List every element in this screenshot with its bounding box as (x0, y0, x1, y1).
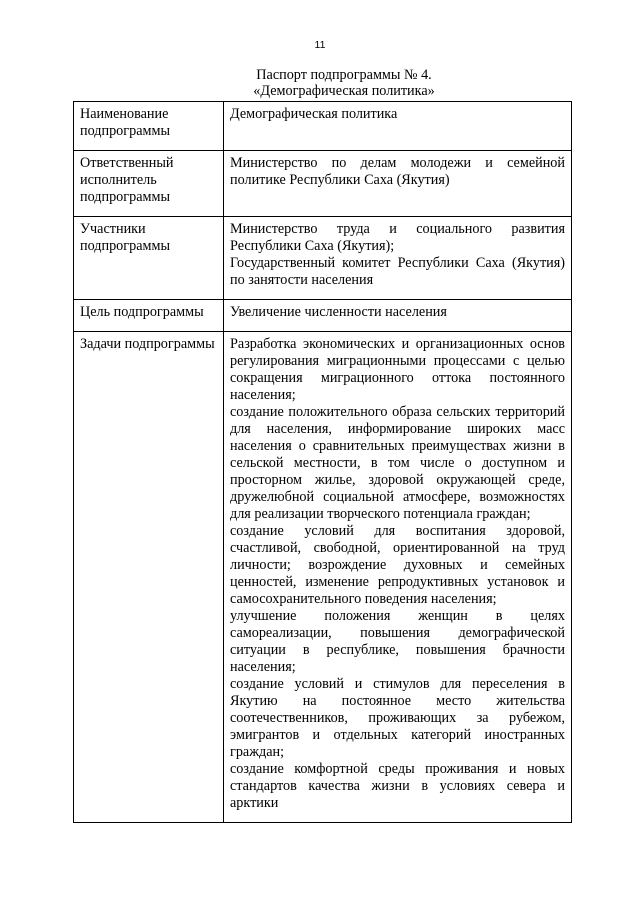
value-paragraph: Министерство труда и социального развития Республики Саха (Якутия); (230, 221, 565, 254)
row-label: Наименование подпрограммы (74, 102, 224, 151)
passport-table (73, 101, 572, 823)
table-row-tasks (74, 332, 572, 823)
row-value (224, 102, 572, 151)
page-number: 11 (314, 39, 326, 51)
row-value (224, 300, 572, 332)
row-value (224, 332, 572, 823)
row-label: Цель подпрограммы (74, 300, 224, 332)
value-paragraph: Демографическая политика (230, 106, 398, 122)
table-row-executor (74, 151, 572, 217)
value-paragraph: Государственный комитет Республики Саха (Якутия) по занятости населения (230, 255, 565, 288)
value-paragraph: создание положительного образа сельских территорий для населения, информирование широких масс населения о сравнительных преимуществах жизни в сельской местности, в том числе о доступном и просторном жилье, здоровой окружающей среде, дружелюбной социальной атмосфере, возможностях для реализации творческого потенциала граждан; (230, 404, 565, 522)
title-line-2: «Демографическая политика» (253, 82, 435, 99)
value-paragraph: создание комфортной среды проживания и новых стандартов качества жизни в условиях севера и арктики (230, 761, 565, 811)
value-paragraph: улучшение положения женщин в целях самореализации, повышения демографической ситуации в республике, повышения брачности населения; (230, 608, 565, 675)
title-line-1: Паспорт подпрограммы № 4. (256, 67, 432, 83)
row-value (224, 217, 572, 300)
table-row-goal (74, 300, 572, 332)
value-paragraph: Разработка экономических и организационных основ регулирования миграционными процессами с целью сокращения миграционного оттока постоянного населения; (230, 336, 565, 403)
row-label: Задачи подпрограммы (74, 332, 224, 823)
value-paragraph: Увеличение численности населения (230, 304, 447, 320)
table-row-participants (74, 217, 572, 300)
document-title (0, 68, 640, 99)
value-paragraph: создание условий и стимулов для переселения в Якутию на постоянное место жительства соотечественников, проживающих за рубежом, эмигрантов и отдельных категорий иностранных граждан; (230, 676, 565, 760)
row-value (224, 151, 572, 217)
value-paragraph: создание условий для воспитания здоровой, счастливой, свободной, ориентированной на труд личности; возрождение духовных и семейных ценностей, изменение репродуктивных установок и самосохранительного поведения населения; (230, 523, 565, 607)
value-paragraph: Министерство по делам молодежи и семейной политике Республики Саха (Якутия) (230, 155, 565, 188)
table-row-name (74, 102, 572, 151)
row-label: Ответственный исполнитель подпрограммы (74, 151, 224, 217)
row-label: Участники подпрограммы (74, 217, 224, 300)
